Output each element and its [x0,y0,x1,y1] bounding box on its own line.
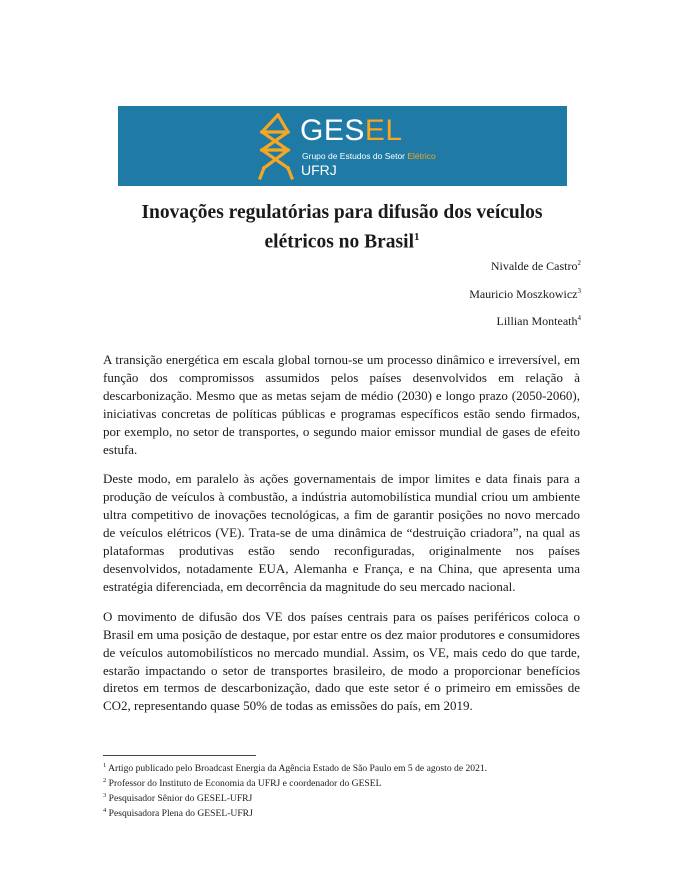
author: Mauricio Moszkowicz$^3$ [469,286,581,301]
footnote-divider [103,755,256,756]
logo-wordmark: GESEL [300,114,403,147]
logo-university: UFRJ [301,162,337,178]
transmission-tower-icon [258,112,294,180]
article-title [100,200,584,255]
paragraph: A transição energética em escala global tornou-se um processo dinâmico e irreversível, em função dos compromissos assumidos pelos países desenvolvidos em relação à descarbonização. Mesmo que as metas sejam de médio (2030) e longo prazo (2050-2060), iniciativas concretas de políticas públicas e programas específicos estão sendo firmados, por exemplo, no setor de transportes, o segundo maior emissor mundial de gases de efeito estufa. [103,352,580,457]
footnote: $^2$ Professor do Instituto de Economia da UFRJ e coordenador do GESEL [103,776,382,790]
author: Lillian Monteath$^4$ [496,314,581,328]
logo-subtitle: Grupo de Estudos do Setor Elétrico [302,151,436,161]
author: Nivalde de Castro$^2$ [490,259,581,273]
gesel-banner [118,106,567,186]
title-line-1: Inovações regulatórias para difusão dos veículos [141,202,543,223]
paragraph: O movimento de difusão dos VE dos países centrais para os países periféricos coloca o Brasil em uma posição de destaque, por estar entre os dez maior produtores e consumidores de veículos automobilísticos no mercado mundial. Assim, os VE, mais cedo do que tarde, estarão impactando o setor de transportes brasileiro, de modo a proporcionar benefícios diretos em termos de descarbonização, dado que este setor é o primeiro em emissões de CO2, representando quase 50% de todas as emissões do país, em 2019. [103,608,580,714]
footnotes [103,760,583,820]
author-list [469,257,581,340]
title-line-2: elétricos no Brasil$^1$ [264,231,420,253]
title-note-mark: 1 [413,231,420,243]
article-body [103,351,580,727]
paragraph: Deste modo, em paralelo às ações governamentais de impor limites e data finais para a produção de veículos à combustão, a indústria automobilística mundial criou um ambiente ultra competitivo de inovações tecnológicas, a fim de garantir posições no novo mercado de veículos elétricos (VE). Trata-se de uma dinâmica de “destruição criadora”, na qual as plataformas produtivas estão sendo reconfiguradas, originalmente nos países desenvolvidos, notadamente EUA, Alemanha e França, e na China, que apresenta uma estratégia diferenciada, em decorrência da magnitude do seu mercado nacional. [103,471,580,594]
footnote: $^4$ Pesquisadora Plena do GESEL-UFRJ [103,806,253,820]
footnote: $^3$ Pesquisador Sênior do GESEL-UFRJ [103,791,253,805]
footnote: $^1$ Artigo publicado pelo Broadcast Energia da Agência Estado de São Paulo em 5 de agosto de 2021. [103,762,488,775]
